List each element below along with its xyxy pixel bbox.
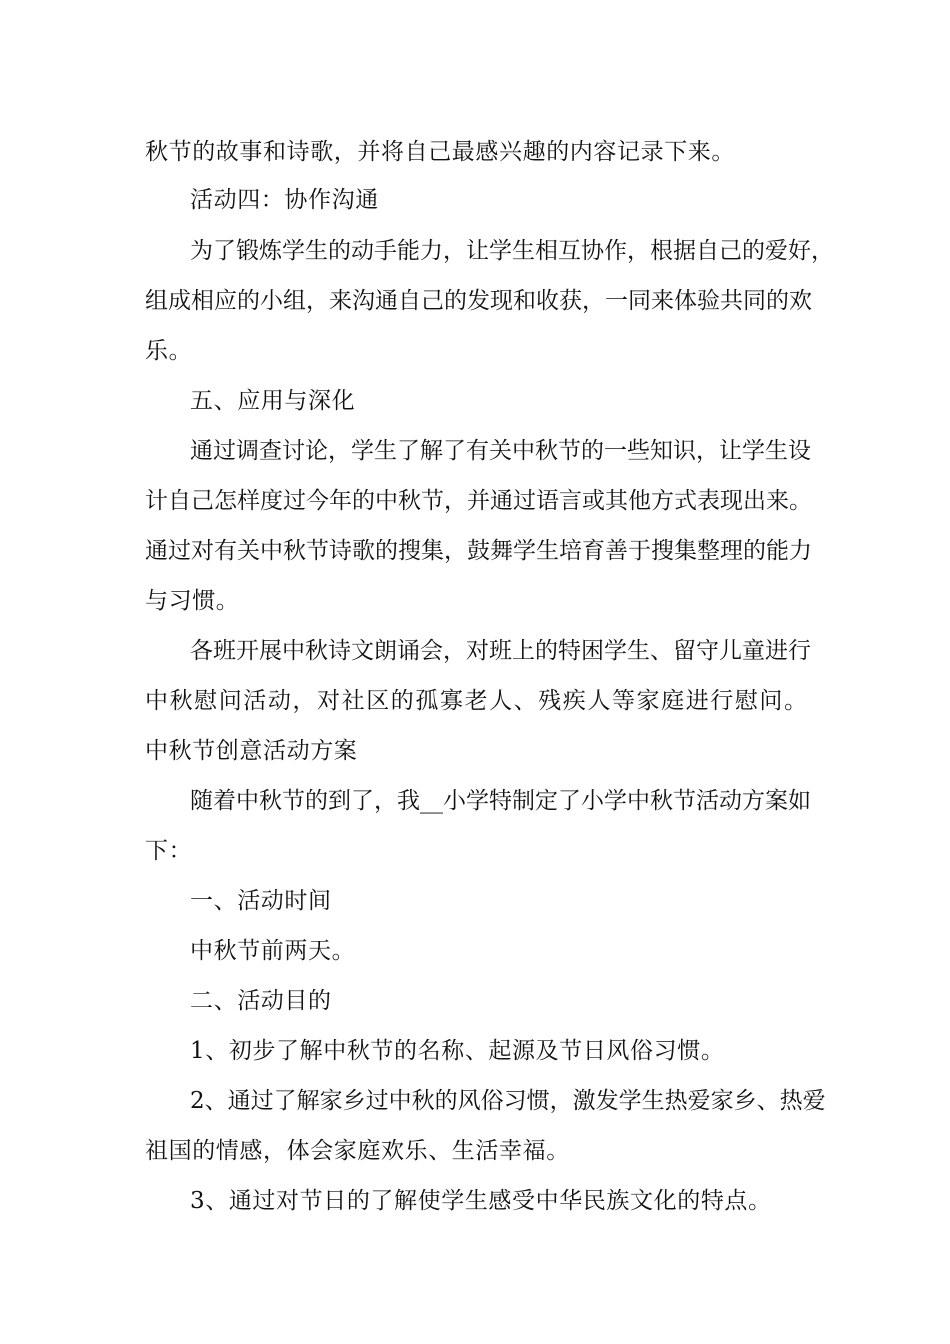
section-heading: 一、活动时间 <box>190 888 332 914</box>
body-text-line: 中秋节前两天。 <box>190 938 356 964</box>
body-text-line: 各班开展中秋诗文朗诵会，对班上的特困学生、留守儿童进行 <box>190 638 811 664</box>
list-item: 2、通过了解家乡过中秋的风俗习惯，激发学生热爱家乡、热爱 <box>190 1088 826 1114</box>
body-text-line: 通过调查讨论，学生了解了有关中秋节的一些知识，让学生设 <box>190 438 811 464</box>
body-text-line: 随着中秋节的到了，我__小学特制定了小学中秋节活动方案如 <box>190 788 811 814</box>
body-text-line: 中秋慰问活动，对社区的孤寡老人、残疾人等家庭进行慰问。 <box>145 688 807 714</box>
body-text-line: 计自己怎样度过今年的中秋节，并通过语言或其他方式表现出来。 <box>145 488 812 514</box>
document-title: 中秋节创意活动方案 <box>145 738 358 764</box>
section-heading: 五、应用与深化 <box>190 388 356 414</box>
list-item: 3、通过对节日的了解使学生感受中华民族文化的特点。 <box>190 1188 772 1214</box>
body-text-line: 祖国的情感，体会家庭欢乐、生活幸福。 <box>145 1138 570 1164</box>
body-text-line: 秋节的故事和诗歌，并将自己最感兴趣的内容记录下来。 <box>145 139 735 165</box>
body-text-line: 下： <box>145 838 193 864</box>
section-heading: 二、活动目的 <box>190 988 332 1014</box>
body-text-line: 组成相应的小组，来沟通自己的发现和收获，一同来体验共同的欢 <box>145 288 812 314</box>
list-item: 1、初步了解中秋节的名称、起源及节日风俗习惯。 <box>190 1038 725 1064</box>
section-heading: 活动四：协作沟通 <box>190 187 379 213</box>
body-text-line: 为了锻炼学生的动手能力，让学生相互协作，根据自己的爱好， <box>190 238 834 264</box>
body-text-line: 乐。 <box>145 338 193 364</box>
body-text-line: 与习惯。 <box>145 588 240 614</box>
body-text-line: 通过对有关中秋节诗歌的搜集，鼓舞学生培育善于搜集整理的能力 <box>145 538 812 564</box>
